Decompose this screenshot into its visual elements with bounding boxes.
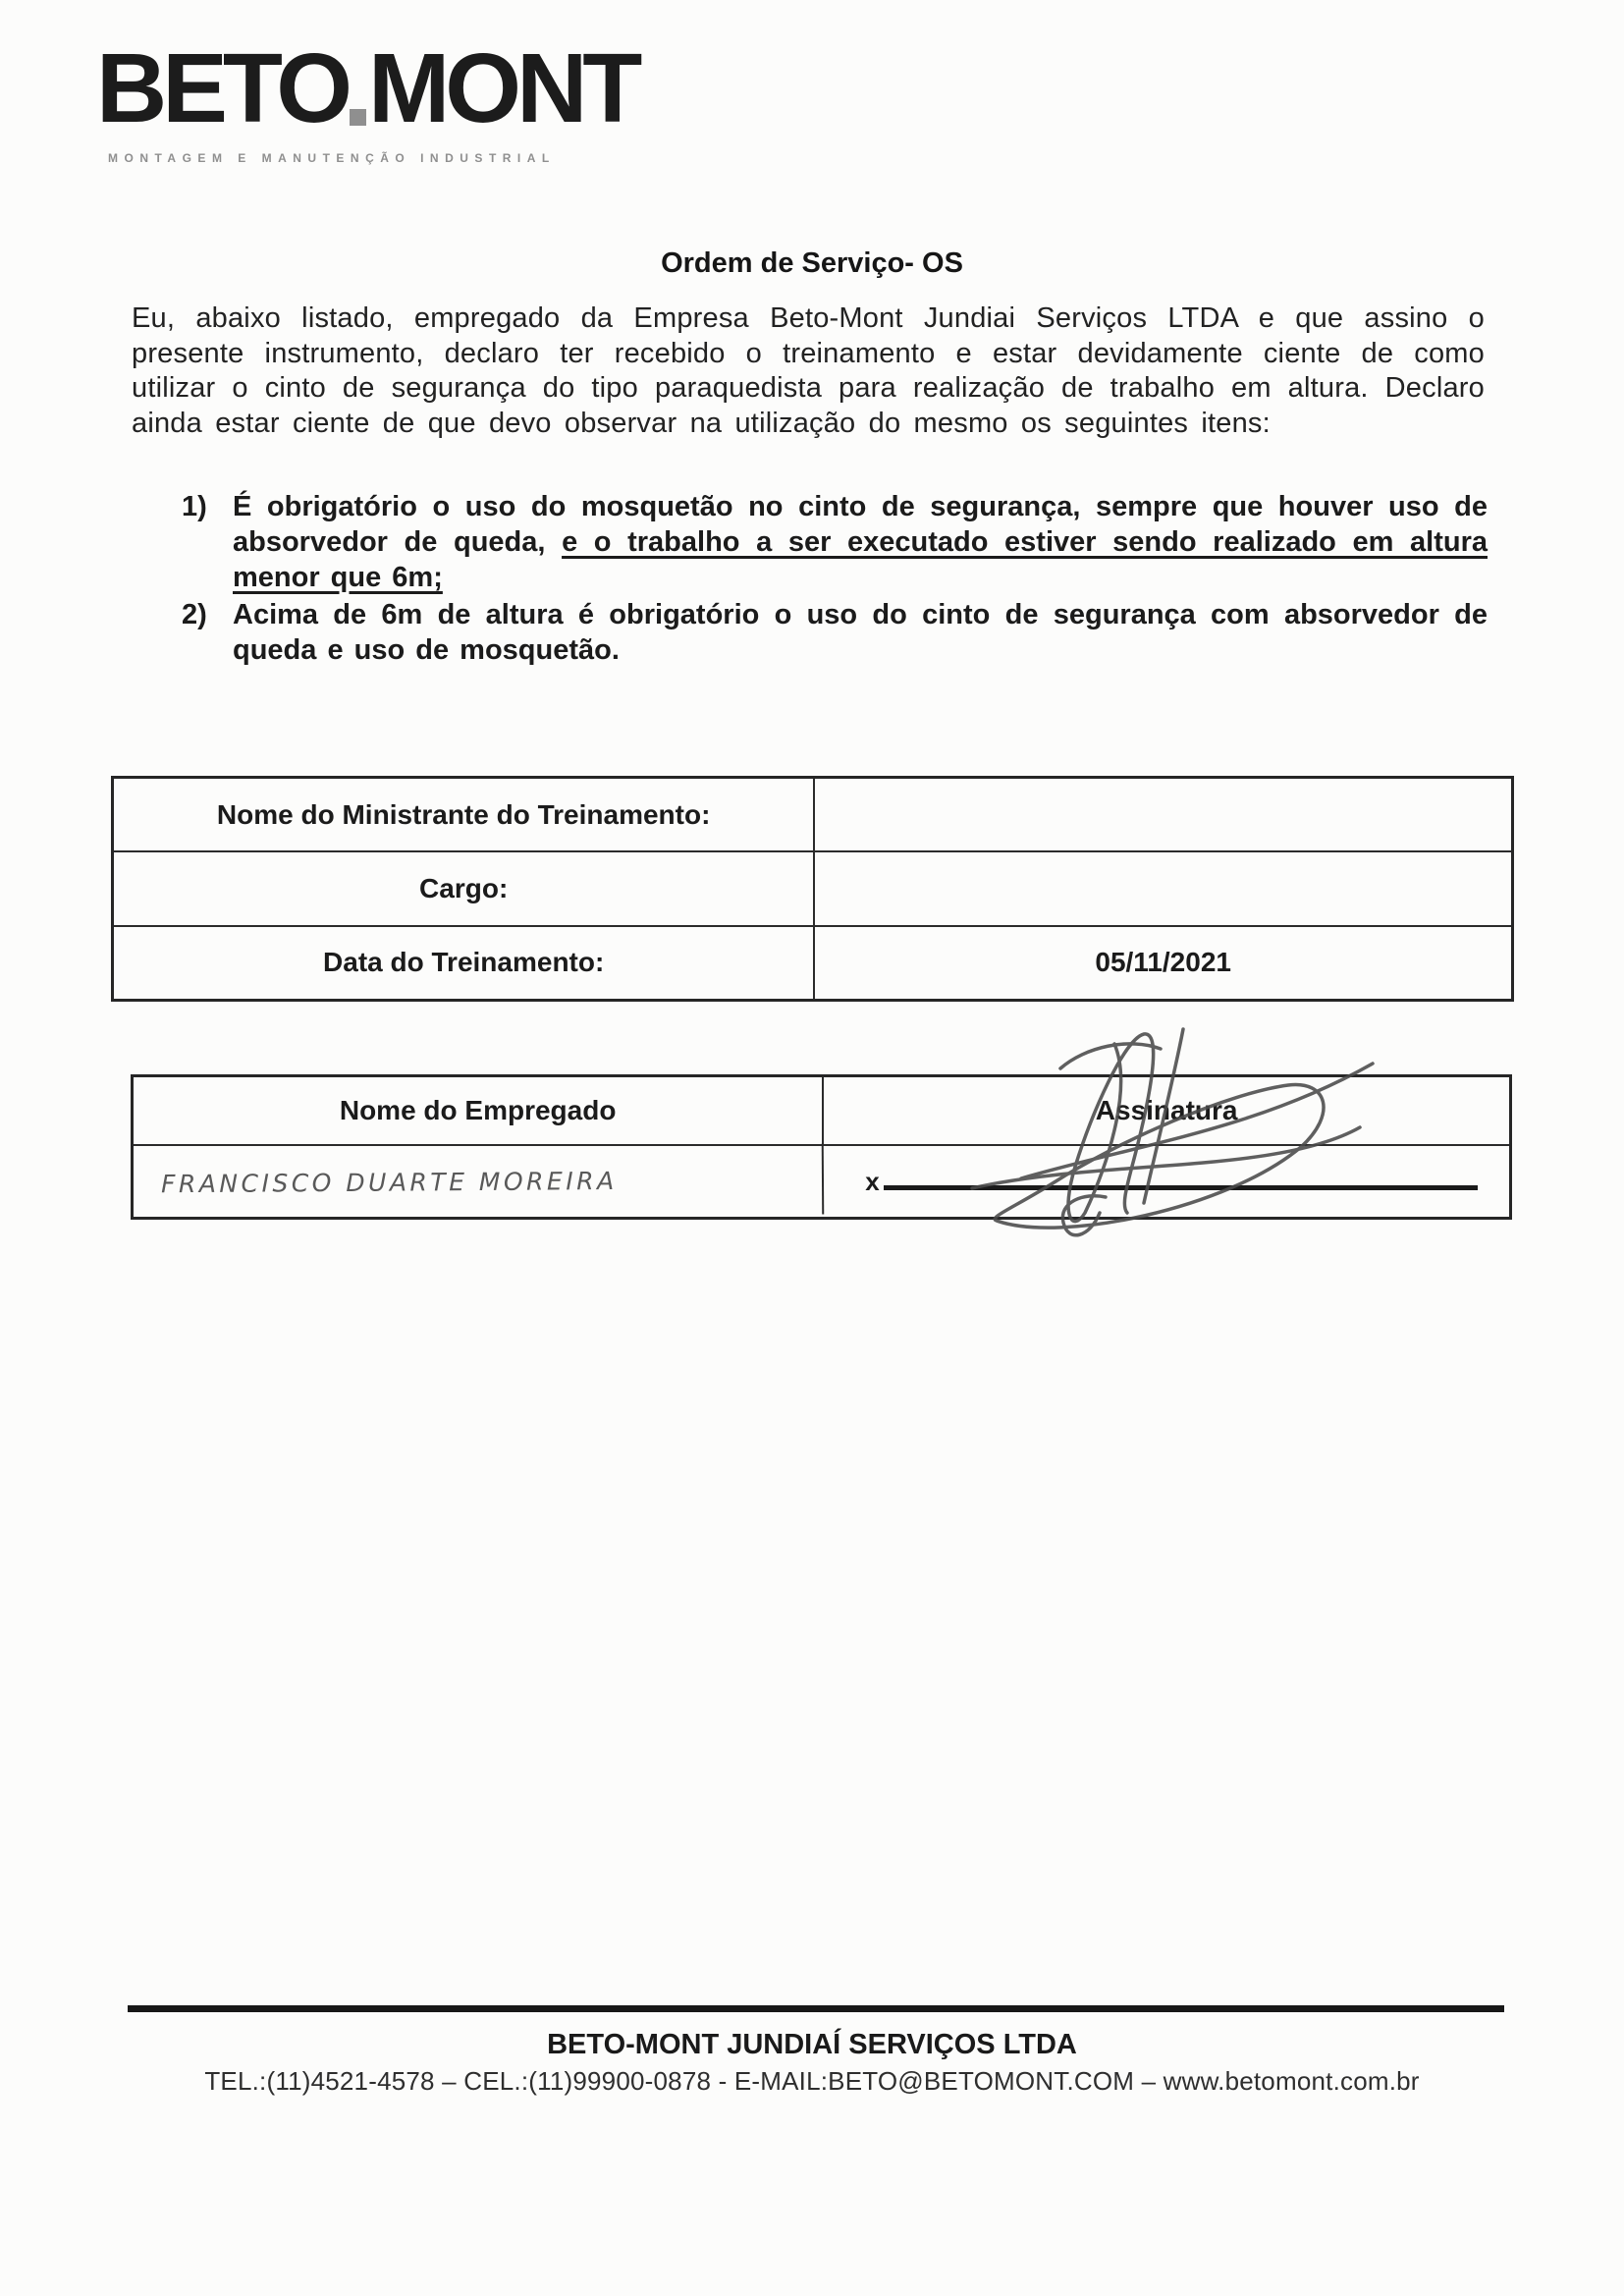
- list-item-plain-text: Acima de 6m de altura é obrigatório o uso do cinto de segurança com absorvedor de queda e uso de mosquetão.: [233, 599, 1488, 666]
- signature-line[interactable]: [884, 1185, 1478, 1190]
- signature-cell: [824, 1146, 1509, 1217]
- list-item-1: [182, 489, 1488, 595]
- training-table: [111, 776, 1514, 1002]
- employee-name-handwritten: FRANCISCO DUARTE MOREIRA: [134, 1144, 825, 1220]
- list-item-number: 1): [182, 491, 207, 522]
- logo-text-left: BETO: [96, 33, 348, 143]
- list-item-text: [233, 489, 1488, 595]
- role-label: Cargo:: [114, 852, 815, 924]
- logo-dot-icon: [350, 109, 366, 126]
- trainer-name-label: Nome do Ministrante do Treinamento:: [114, 779, 815, 850]
- list-item-text: [233, 597, 1488, 668]
- employee-table: [131, 1074, 1512, 1220]
- signature-x-mark: x: [865, 1166, 880, 1196]
- intro-paragraph: Eu, abaixo listado, empregado da Empresa Beto-Mont Jundiai Serviços LTDA e que assino o presente instrumento, declaro ter recebido o treinamento e estar devidamente ciente de como utilizar o cinto de segurança do tipo paraquedista para realização de trabalho em altura. Declaro ainda estar ciente de que devo observar na utilização do mesmo os seguintes itens:: [132, 302, 1485, 439]
- list-item-plain-text: É obrigatório o uso do mosquetão no cinto de segurança, sempre que houver uso de absorvedor de queda,: [233, 491, 1488, 558]
- list-item-underlined-text: e o trabalho a ser executado estiver sendo realizado em altura menor que 6m;: [233, 526, 1488, 593]
- logo-wordmark: [96, 33, 638, 143]
- logo-tagline: MONTAGEM E MANUTENÇÃO INDUSTRIAL: [108, 151, 556, 165]
- company-logo: [96, 33, 638, 165]
- list-item-number: 2): [182, 599, 207, 630]
- signature-header: Assinatura: [1095, 1095, 1238, 1125]
- table-header-row: [134, 1077, 1509, 1144]
- table-row: [114, 850, 1511, 924]
- footer-contact-info: TEL.:(11)4521-4578 – CEL.:(11)99900-0878 - E-MAIL:BETO@BETOMONT.COM – www.betomont.com.br: [204, 2066, 1420, 2096]
- role-field[interactable]: [815, 852, 1511, 924]
- footer-divider: [128, 2005, 1504, 2012]
- trainer-name-field[interactable]: [815, 779, 1511, 850]
- training-date-value: 05/11/2021: [1095, 947, 1231, 978]
- table-row: [114, 925, 1511, 999]
- logo-text-right: MONT: [367, 33, 638, 143]
- table-row: [114, 779, 1511, 850]
- list-item-2: [182, 597, 1488, 668]
- training-date-label: Data do Treinamento:: [114, 927, 815, 999]
- employee-name-header: Nome do Empregado: [134, 1077, 824, 1144]
- table-row: [134, 1144, 1509, 1217]
- page-title: Ordem de Serviço- OS: [661, 247, 963, 279]
- footer-company-name: BETO-MONT JUNDIAÍ SERVIÇOS LTDA: [547, 2029, 1077, 2060]
